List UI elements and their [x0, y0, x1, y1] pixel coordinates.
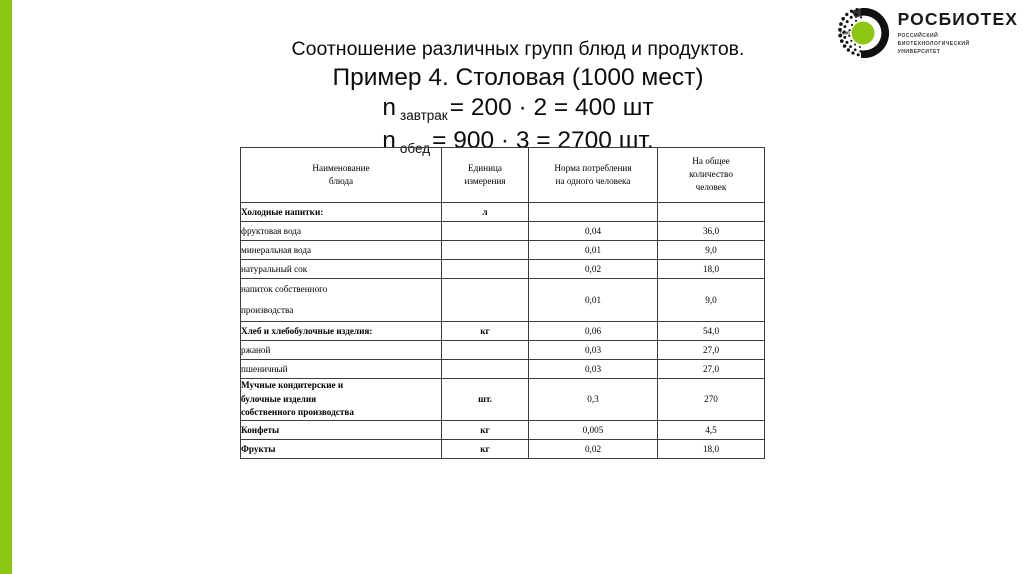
cell-unit: кг [442, 439, 529, 458]
cell-dish-name: пшеничный [241, 360, 442, 379]
cell-total: 27,0 [658, 341, 765, 360]
cell-norm: 0,02 [529, 260, 658, 279]
cell-total: 9,0 [658, 279, 765, 322]
table-row [241, 420, 765, 439]
table-row [241, 379, 765, 421]
column-header-total: На общее количество человек [658, 148, 765, 203]
slide-title-block [12, 36, 1024, 159]
cell-norm: 0,03 [529, 341, 658, 360]
cell-unit: л [442, 203, 529, 222]
cell-unit: кг [442, 420, 529, 439]
cell-unit [442, 222, 529, 241]
cell-norm: 0,06 [529, 322, 658, 341]
cell-total: 36,0 [658, 222, 765, 241]
logo-title: РОСБИОТЕХ [897, 9, 1018, 30]
table-row [241, 360, 765, 379]
table-header [241, 148, 765, 203]
formula-breakfast [12, 93, 1024, 126]
cell-dish-name: Холодные напитки: [241, 203, 442, 222]
left-accent-bar [0, 0, 12, 574]
formula-breakfast-subscript: завтрак [400, 108, 448, 123]
cell-total: 27,0 [658, 360, 765, 379]
table-row [241, 203, 765, 222]
cell-norm: 0,005 [529, 420, 658, 439]
svg-text:1930: 1930 [839, 30, 850, 36]
table-row [241, 322, 765, 341]
table-body [241, 203, 765, 459]
cell-dish-name: минеральная вода [241, 241, 442, 260]
cell-dish-name: Фрукты [241, 439, 442, 458]
formula-lunch-subscript: обед [399, 141, 431, 156]
table-row [241, 260, 765, 279]
page-title: Пример 4. Столовая (1000 мест) [332, 64, 704, 91]
table-row [241, 241, 765, 260]
formula-breakfast-expression: = 200 · 2 = 400 шт [449, 94, 654, 121]
cell-total: 9,0 [658, 241, 765, 260]
cell-norm [529, 203, 658, 222]
cell-total: 4,5 [658, 420, 765, 439]
cell-norm: 0,04 [529, 222, 658, 241]
cell-dish-name: фруктовая вода [241, 222, 442, 241]
cell-unit [442, 341, 529, 360]
consumption-norms-table [240, 147, 765, 459]
column-header-unit: Единица измерения [442, 148, 529, 203]
cell-norm: 0,01 [529, 241, 658, 260]
cell-total: 270 [658, 379, 765, 421]
cell-unit: шт. [442, 379, 529, 421]
column-header-name: Наименование блюда [241, 148, 442, 203]
cell-dish-name: Конфеты [241, 420, 442, 439]
formula-lunch-symbol: n [382, 127, 396, 154]
table-row [241, 222, 765, 241]
cell-dish-name: напиток собственного производства [241, 279, 442, 322]
formula-breakfast-symbol: n [382, 94, 397, 121]
cell-dish-name: ржаной [241, 341, 442, 360]
cell-total: 18,0 [658, 260, 765, 279]
cell-unit [442, 360, 529, 379]
cell-unit [442, 279, 529, 322]
formula-lunch-expression: = 900 · 3 = 2700 шт. [432, 127, 654, 154]
cell-norm: 0,3 [529, 379, 658, 421]
subtitle-text: Соотношение различных групп блюд и продуктов. [291, 38, 745, 60]
table-row [241, 439, 765, 458]
cell-total: 54,0 [658, 322, 765, 341]
logo-subtitle-line-3: УНИВЕРСИТЕТ [897, 49, 941, 56]
cell-unit [442, 260, 529, 279]
cell-norm: 0,01 [529, 279, 658, 322]
cell-dish-name: натуральный сок [241, 260, 442, 279]
cell-dish-name: Мучные кондитерские и булочные изделия собственного производства [241, 379, 442, 421]
cell-unit [442, 241, 529, 260]
column-header-norm: Норма потребления на одного человека [529, 148, 658, 203]
table-header-row [241, 148, 765, 203]
table-row [241, 341, 765, 360]
cell-total: 18,0 [658, 439, 765, 458]
cell-norm: 0,02 [529, 439, 658, 458]
logo-subtitle-line-1: РОССИЙСКИЙ [897, 32, 939, 39]
cell-norm: 0,03 [529, 360, 658, 379]
cell-unit: кг [442, 322, 529, 341]
cell-total [658, 203, 765, 222]
cell-dish-name: Хлеб и хлебобулочные изделия: [241, 322, 442, 341]
logo-subtitle-line-2: БИОТЕХНОЛОГИЧЕСКИЙ [897, 41, 970, 48]
table-row [241, 279, 765, 322]
